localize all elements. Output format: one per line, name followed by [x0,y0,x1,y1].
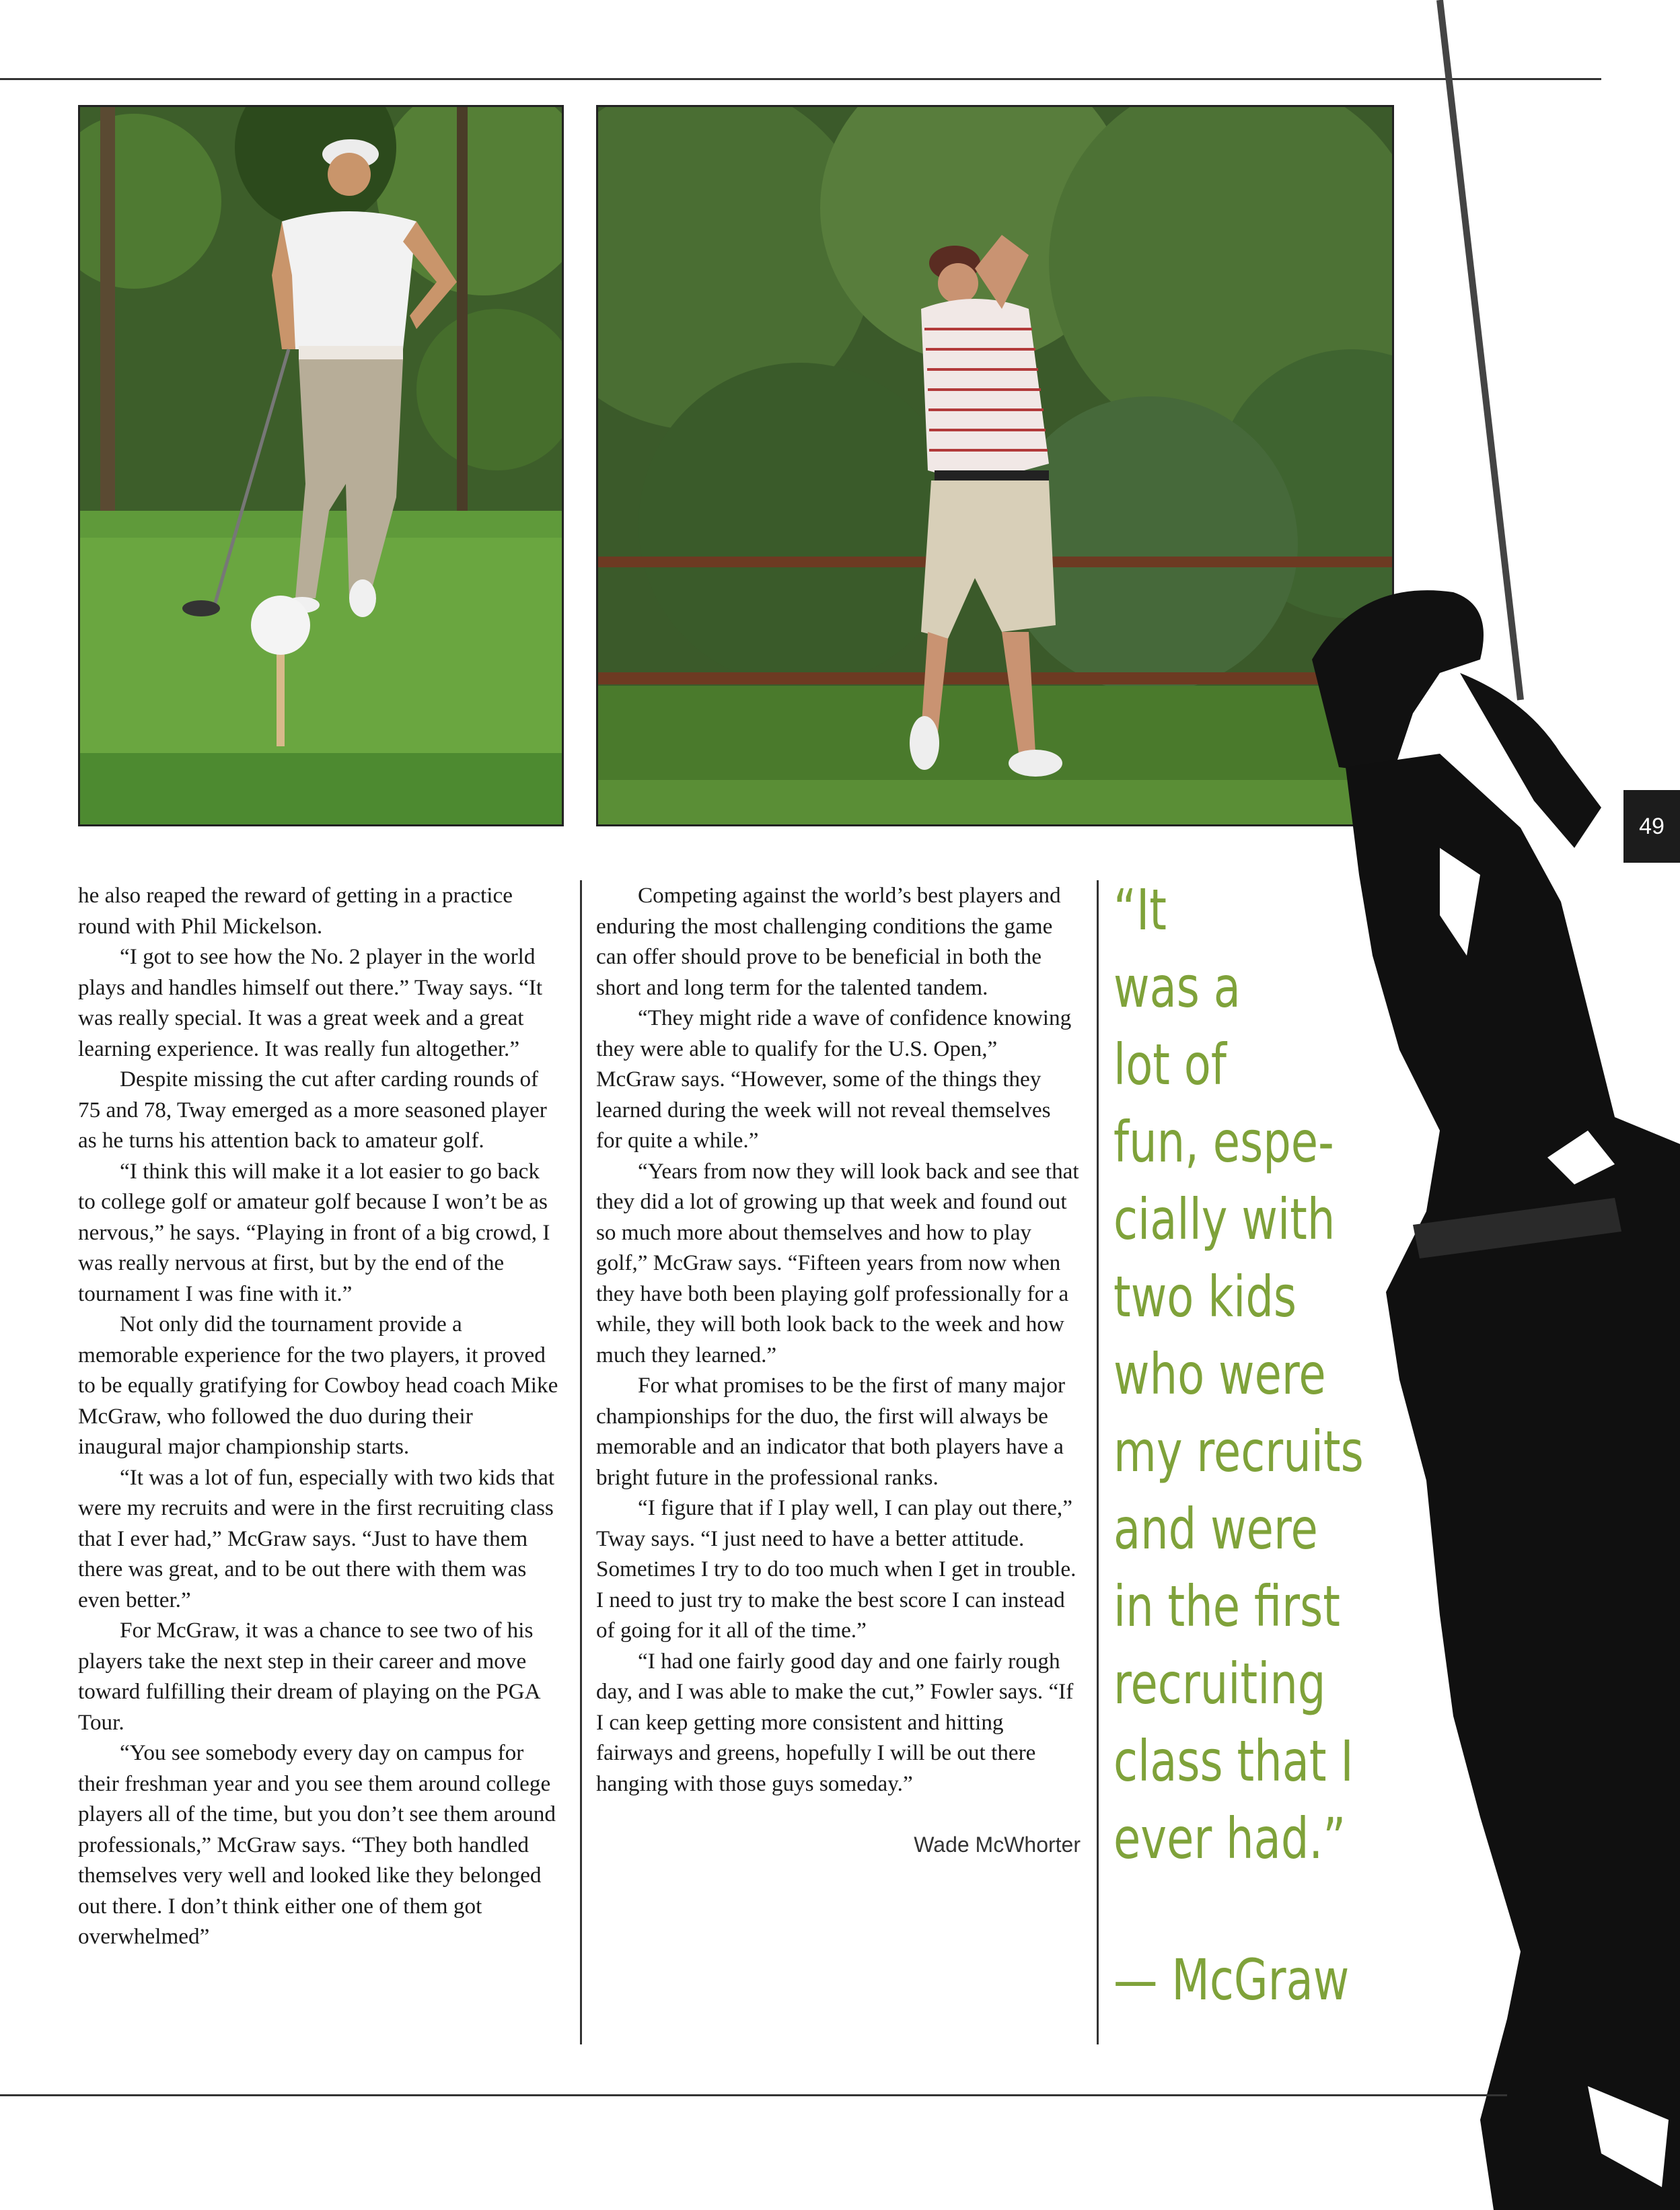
page-number: 49 [1639,813,1665,839]
pull-quote-line: “It [1113,877,1167,943]
pull-quote-line: fun, espe- [1113,1109,1334,1175]
paragraph: “Years from now they will look back and see that they did a lot of growing up that week and found out so much more about themselves and how to play golf,” McGraw says. “Fifteen years from now when they have both been playing golf professionally for a while, they will both look back to the week and how much they learned.” [596,1158,1079,1367]
paragraph: Competing against the world’s best players and enduring the most challenging conditions the game can offer should prove to be beneficial in both the short and long term for the talented tandem. [596,883,1061,1000]
paragraph: For McGraw, it was a chance to see two of his players take the next step in their career and move toward fulfilling their dream of playing on the PGA Tour. [78,1618,540,1735]
pull-quote-line: lot of [1113,1032,1227,1098]
column-divider-2 [1097,880,1099,2044]
paragraph: “You see somebody every day on campus for their freshman year and you see them around college players all of the time, but you don’t see them around professionals,” McGraw says. “They both handled themselves very well and looked like they belonged out there. I don’t think either one of them got overwhelmed” [78,1740,556,1949]
pull-quote-line: who were [1113,1341,1326,1407]
column-divider-1 [580,880,582,2044]
page-number-tab [1623,790,1680,863]
paragraph: “They might ride a wave of confidence knowing they were able to qualify for the U.S. Open,” McGraw says. “However, some of the things they learned during the week will not reveal themselves for quite a while.” [596,1005,1072,1153]
photo-golfer-leaning-image [80,107,562,824]
paragraph: he also reaped the reward of getting in a practice round with Phil Mickelson. [78,883,513,939]
pull-quote-line: two kids [1113,1264,1297,1330]
bottom-rule [0,2094,1507,2096]
paragraph: For what promises to be the first of many major championships for the duo, the first will always be memorable and an indicator that both players have a bright future in the professional ranks. [596,1373,1066,1490]
paragraph: “I figure that if I play well, I can play out there,” Tway says. “I just need to have a better attitude. Sometimes I try to do too much when I get in trouble. I need to just try to make the best score I can instead of going for it all of the time.” [596,1495,1076,1643]
paragraph: “I think this will make it a lot easier to go back to college golf or amateur golf because I won’t be as nervous,” he says. “Playing in front of a big crowd, I was really nervous at first, but by the end of the tournament I was fine with it.” [78,1158,550,1306]
pull-quote-line: class that I [1113,1728,1354,1794]
pull-quote-line: ever had.” [1113,1806,1346,1872]
byline: Wade McWhorter [914,1832,1081,1857]
pull-quote-line: and were [1113,1496,1318,1562]
pull-quote-line: cially with [1113,1186,1336,1252]
pull-quote-line: recruiting [1113,1651,1326,1717]
pull-quote-line: was a [1113,954,1241,1020]
paragraph: “I got to see how the No. 2 player in the world plays and handles himself out there.” Tway says. “It was really special. It was a great week and a great learning experience. It was really fun altogether.” [78,944,543,1061]
pull-quote [1113,871,1364,2019]
pull-quote-attribution: — McGraw [1113,1947,1350,2013]
pull-quote-line: in the first [1113,1573,1340,1639]
paragraph: “I had one fairly good day and one fairly rough day, and I was able to make the cut,” Fowler says. “If I can keep getting more consistent and hitting fairways and greens, hopefully I will be out there hanging with those guys someday.” [596,1648,1074,1796]
paragraph: Not only did the tournament provide a memorable experience for the two players, it proved to be equally gratifying for Cowboy head coach Mike McGraw, who followed the duo during their inaugural major championship starts. [78,1312,558,1459]
paragraph: “It was a lot of fun, especially with two kids that were my recruits and were in the first recruiting class that I ever had,” McGraw says. “Just to have them there was great, and to be out there with them was even better.” [78,1464,555,1612]
paragraph: Despite missing the cut after carding rounds of 75 and 78, Tway emerged as a more seasoned player as he turns his attention back to amateur golf. [78,1067,547,1153]
article-column-1 [78,880,562,1952]
photo-golfer-leaning [78,105,564,826]
pull-quote-line: my recruits [1113,1419,1364,1485]
article-column-2 [596,880,1081,1861]
